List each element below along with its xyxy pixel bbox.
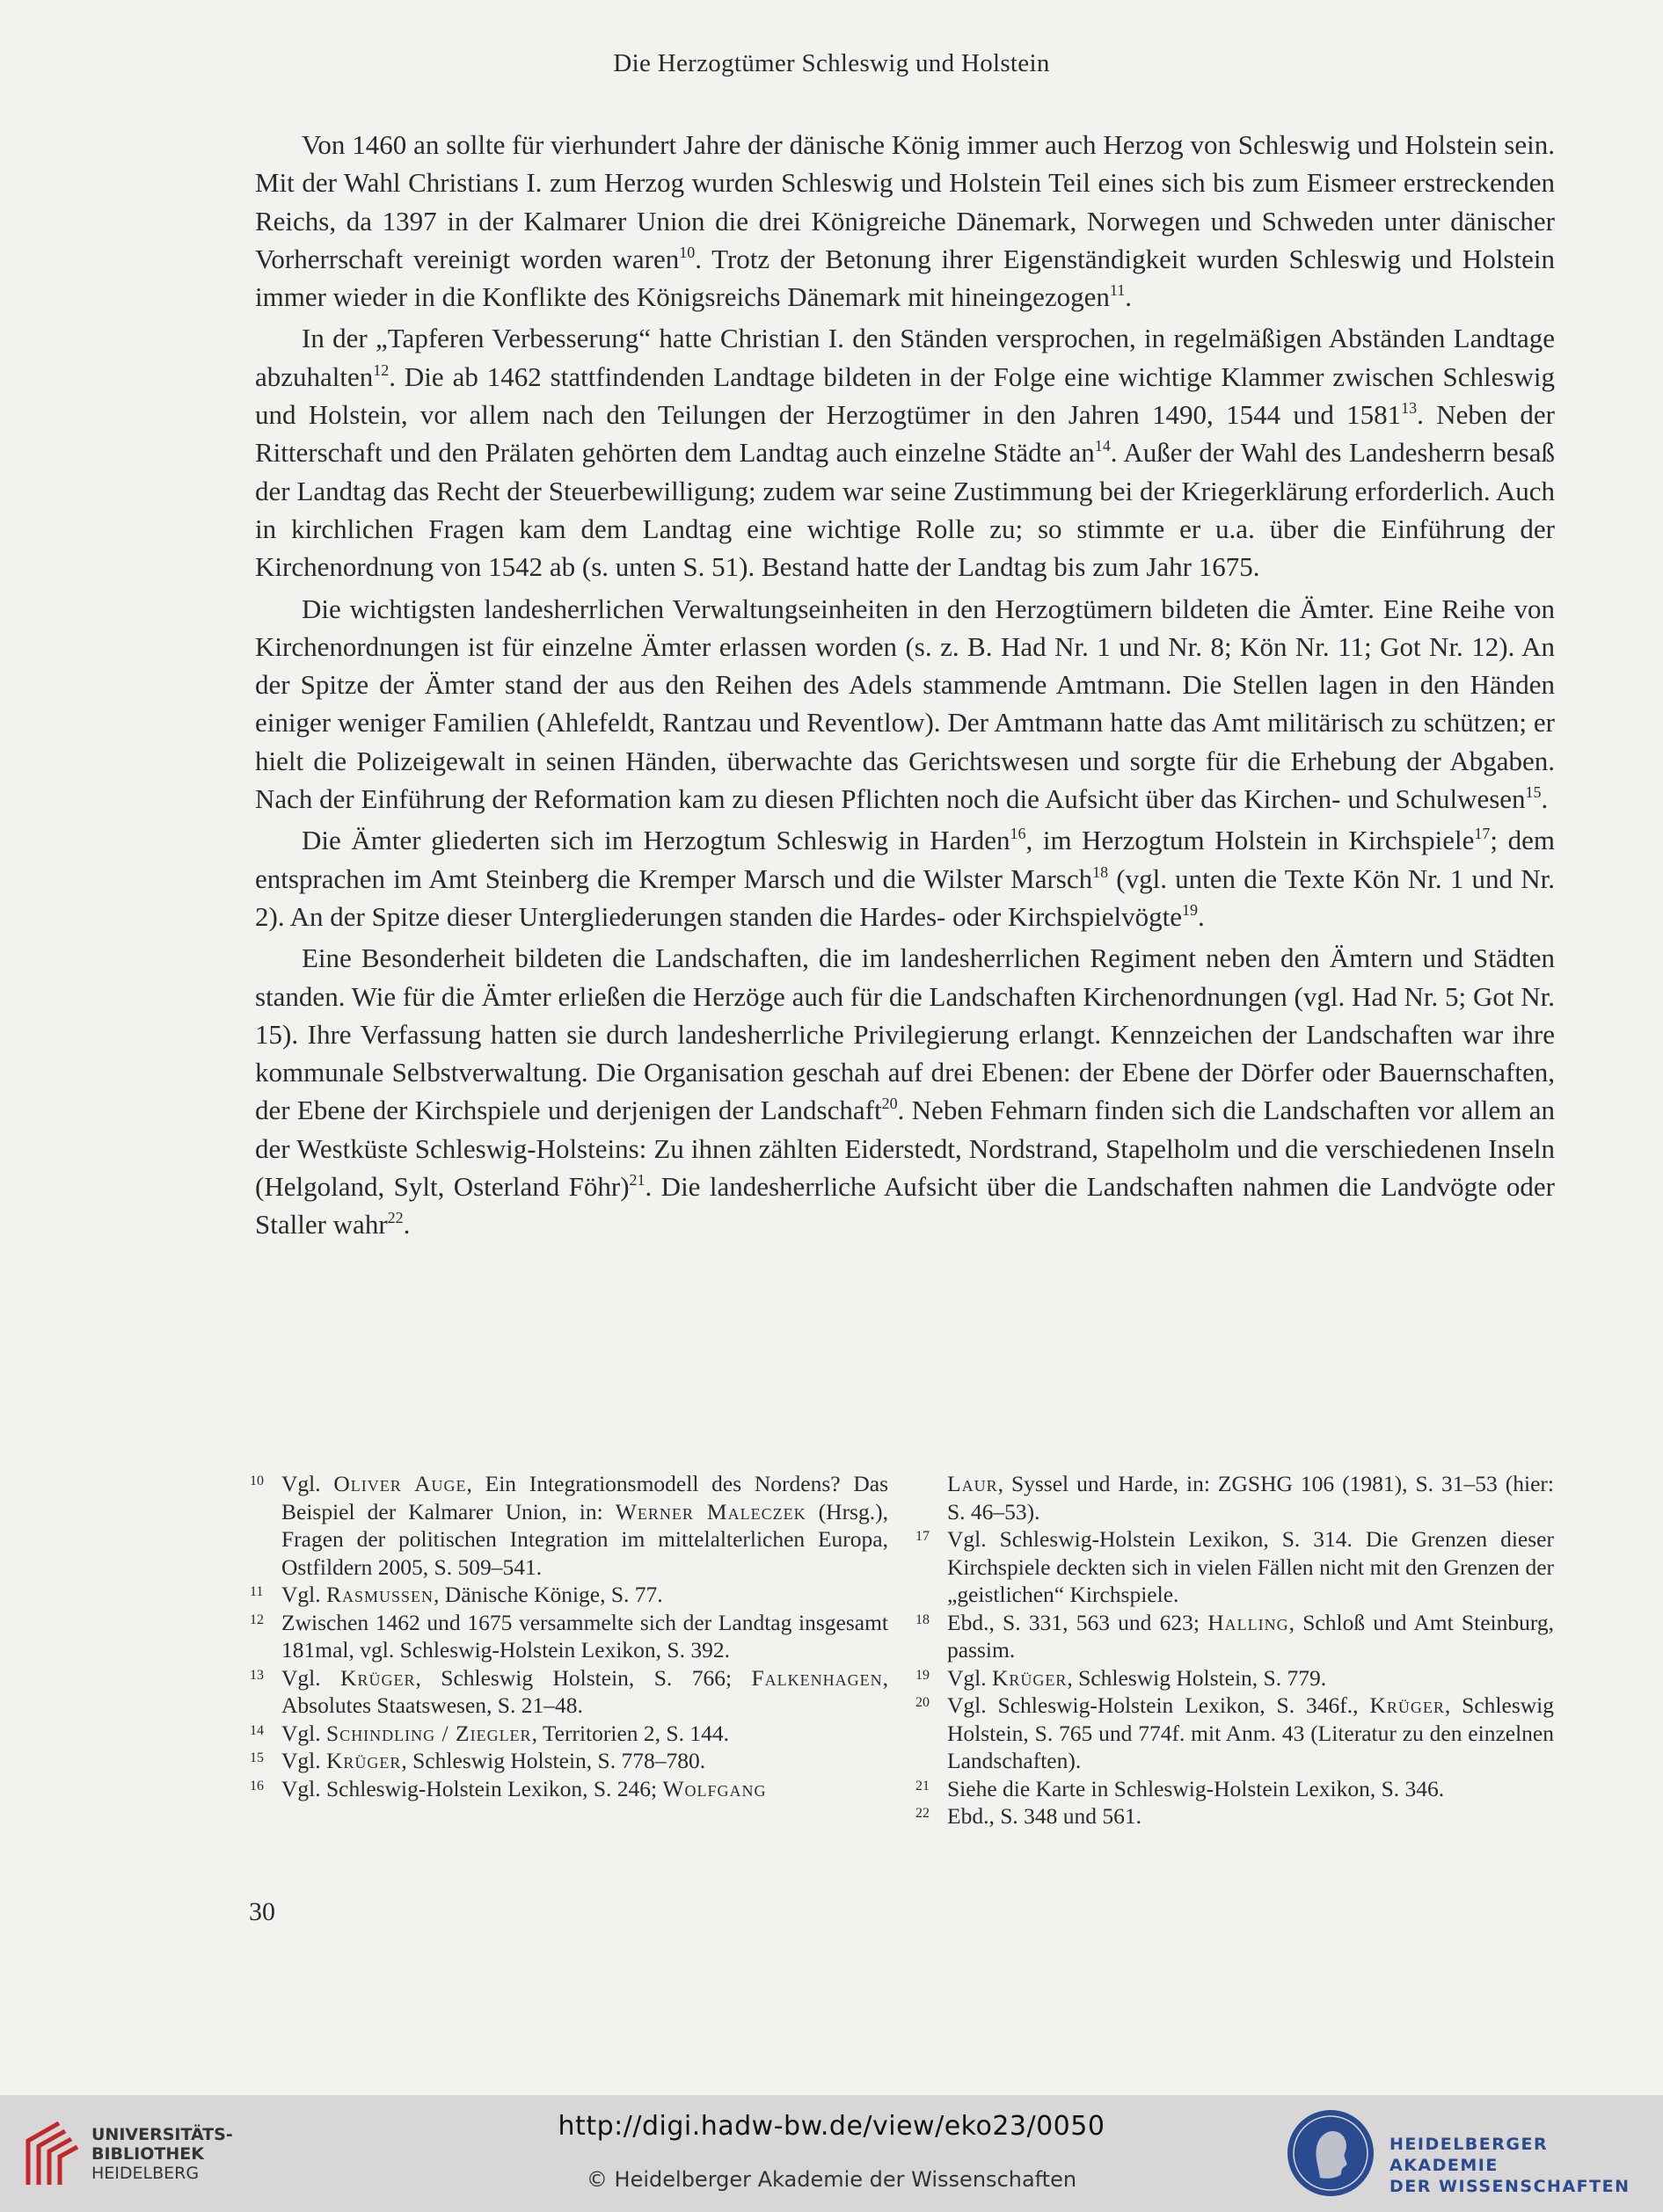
viewer-footer [0, 2095, 1663, 2212]
text-run: Vgl. [947, 1664, 992, 1691]
footnotes-right-column [915, 1470, 1555, 1830]
paragraph [255, 319, 1555, 586]
paragraph [255, 590, 1555, 819]
text-run: , Schloß und Amt Steinburg, passim. [947, 1609, 1555, 1663]
author-name: Halling [1207, 1609, 1289, 1635]
footnote-number: 21 [915, 1778, 930, 1794]
footnote-reference: 15 [1525, 783, 1542, 802]
footnote-reference: 20 [881, 1095, 898, 1113]
footnote-reference: 16 [1010, 825, 1026, 843]
paragraph [255, 821, 1555, 935]
footnote-16-continuation [921, 1470, 1554, 1525]
text-run: ; dem entsprachen im Amt Steinberg die Kremper Marsch und die Wilster Marsch [255, 825, 1555, 894]
footnote [250, 1470, 889, 1581]
text-run: . Die ab 1462 stattfindenden Landtage bildeten in der Folge eine wichtige Klammer zwischen Schleswig und Holstein, vor allem nach den Teilungen der Herzogtümer in den Jahren 1490, 1544 und 1581 [255, 360, 1555, 431]
academy-name-line-2: DER WISSENSCHAFTEN [1389, 2177, 1630, 2196]
text-run: Vgl. [281, 1664, 341, 1691]
text-run: Eine Besonderheit bildeten die Landschaften, die im landesherrlichen Regiment neben den Ämtern und Städten standen. Wie für die Ämter erließen die Herzöge auch für die Landschaften Kirchenordnungen (vgl. Had Nr. 5; Got Nr. 15). Ihre Verfassung hatten sie durch landesherrliche Privilegierung erlangt. Kennzeichen der Landschaften war ihre kommunale Selbstverwaltung. Die Organisation geschah auf drei Ebenen: der Ebene der Dörfer oder Bauernschaften, der Ebene der Kirchspiele und derjenigen der Landschaft [255, 942, 1555, 1126]
author-name: Falkenhagen [751, 1664, 883, 1691]
library-name-line-3: HEIDELBERG [91, 2164, 200, 2183]
library-name-line-1: UNIVERSITÄTS- [91, 2125, 233, 2144]
text-run: , Schleswig Holstein, S. 766; [415, 1664, 752, 1691]
text-run: Von 1460 an sollte für vierhundert Jahre der dänische König immer auch Herzog von Schleswig und Holstein sein. Mit der Wahl Christians I. zum Herzog wurden Schleswig und Holstein Teil eines sich bis zum Eismeer erstreckenden Reichs, da 1397 in der Kalmarer Union die drei Königreiche Dänemark, Norwegen und Schweden unter dänischer Vorherrschaft vereinigt worden waren [255, 129, 1555, 274]
text-run: Ebd., S. 348 und 561. [947, 1803, 1142, 1829]
footnote [250, 1581, 888, 1609]
text-run: Zwischen 1462 und 1675 versammelte sich der Landtag insgesamt 181mal, vgl. Schleswig-Holstein Lexikon, S. 392. [281, 1609, 888, 1663]
text-run: . [1541, 783, 1549, 815]
academy-name [1389, 2134, 1663, 2197]
author-name: Krüger [1369, 1692, 1445, 1718]
text-run: . [1197, 900, 1205, 932]
author-name: Werner Maleczek [615, 1498, 806, 1524]
footnote [250, 1720, 888, 1748]
text-run: . Außer der Wahl des Landesherrn besaß der Landtag das Recht der Steuerbewilligung; zudem war seine Zustimmung bei der Kriegerklärung erforderlich. Auch in kirchlichen Fragen kam dem Landtag eine wichtige Rolle zu; so stimmte er u.a. über die Einführung der Kirchenordnung von 1542 ab (s. unten S. 51). Bestand hatte der Landtag bis zum Jahr 1675. [255, 437, 1555, 583]
text-run: Die wichtigsten landesherrlichen Verwaltungseinheiten in den Herzogtümern bildeten die Ämter. Eine Reihe von Kirchenordnungen ist für einzelne Ämter erlassen worden (s. z. B. Had Nr. 1 und Nr. 8; Kön Nr. 11; Got Nr. 12). An der Spitze der Ämter stand der aus den Reihen des Adels stammende Amtmann. Die Stellen lagen in den Händen einiger weniger Familien (Ahlefeldt, Rantzau und Reventlow). Der Amtmann hatte das Amt militärisch zu schützen; er hielt die Polizeigewalt in seinen Händen, überwachte das Gerichtswesen und sorgte für die Erhebung der Abgaben. Nach der Einführung der Reformation kam zu diesen Pflichten noch die Aufsicht über das Kirchen- und Schulwesen [255, 593, 1555, 815]
running-head: Die Herzogtümer Schleswig und Holstein [613, 49, 1050, 77]
author-name: Laur [947, 1471, 998, 1496]
main-text [255, 126, 1555, 1248]
footnote [250, 1609, 888, 1664]
author-name: Schindling / Ziegler [326, 1720, 532, 1746]
text-run: Vgl. [281, 1748, 326, 1773]
footnote-reference: 22 [387, 1209, 404, 1227]
footnotes-left-column [250, 1470, 889, 1802]
text-run: , Ein Integrationsmodell des Nordens? Das Beispiel der Kalmarer Union, in: [281, 1471, 889, 1524]
footnote-reference: 11 [1109, 281, 1126, 300]
text-run: . [403, 1209, 411, 1241]
footnote-number: 13 [250, 1667, 264, 1683]
text-run: Siehe die Karte in Schleswig-Holstein Lexikon, S. 346. [947, 1775, 1445, 1801]
footnote [250, 1747, 888, 1775]
footnote-number: 11 [250, 1584, 264, 1599]
library-name-line-2: BIBLIOTHEK [91, 2144, 204, 2164]
footnote-number: 15 [250, 1750, 264, 1765]
author-name: Rasmussen [326, 1582, 434, 1607]
footnote-number: 12 [250, 1612, 264, 1627]
footnote [250, 1664, 888, 1720]
academy-seal-icon [1285, 2107, 1376, 2199]
author-name: Wolfgang [662, 1775, 767, 1801]
paragraph [255, 126, 1555, 316]
footnote-number: 22 [915, 1806, 930, 1821]
author-name: Krüger [992, 1664, 1068, 1691]
page-number: 30 [249, 1897, 275, 1926]
footnote-reference: 10 [679, 243, 696, 261]
page-url-link[interactable]: http://digi.hadw-bw.de/view/eko23/0050 [558, 2111, 1105, 2142]
footnote [915, 1692, 1554, 1775]
footnote-number: 18 [915, 1612, 930, 1627]
text-run: Vgl. [281, 1471, 334, 1496]
footnote [250, 1775, 888, 1803]
footnote [915, 1525, 1554, 1609]
footnote-number: 10 [250, 1473, 264, 1488]
footnote-number: 17 [915, 1529, 930, 1544]
footnote-number: 19 [915, 1667, 930, 1683]
footnote [915, 1802, 1554, 1830]
footnote-number: 14 [250, 1722, 264, 1738]
text-run: Vgl. Schleswig-Holstein Lexikon, S. 314. Die Grenzen dieser Kirchspiele deckten sich in vielen Fällen nicht mit den Grenzen der „geistlichen“ Kirchspiele. [947, 1526, 1554, 1607]
text-run: , Schleswig Holstein, S. 778–780. [401, 1748, 706, 1773]
author-name: Krüger [326, 1748, 402, 1773]
text-run: , Schleswig Holstein, S. 779. [1067, 1664, 1327, 1691]
text-run: , Schleswig Holstein, S. 765 und 774f. mit Anm. 43 (Literatur zu den einzelnen Landschaften). [947, 1692, 1554, 1773]
footnote-reference: 18 [1092, 862, 1109, 881]
text-run: Vgl. [281, 1582, 326, 1607]
text-run: In der „Tapferen Verbesserung“ hatte Christian I. den Ständen versprochen, in regelmäßigen Abständen Landtage abzuhalten [255, 323, 1555, 392]
text-run: Vgl. [281, 1720, 326, 1746]
footnote-reference: 13 [1401, 399, 1418, 418]
author-name: Oliver Auge [333, 1471, 467, 1496]
text-run: (vgl. unten die Texte Kön Nr. 1 und Nr. 2). An der Spitze dieser Untergliederungen standen die Hardes- oder Kirchspielvögte [255, 862, 1555, 932]
text-run: Vgl. Schleswig-Holstein Lexikon, S. 346f., [947, 1692, 1370, 1718]
text-run: , Syssel und Harde, in: ZGSHG 106 (1981), S. 31–53 (hier: S. 46–53). [947, 1471, 1554, 1524]
text-run: . Neben Fehmarn finden sich die Landschaften vor allem an der Westküste Schleswig-Holsteins: Zu ihnen zählten Eiderstedt, Nordstrand, Stapelholm und die verschiedenen Inseln (Helgoland, Sylt, Osterland Föhr) [255, 1095, 1555, 1203]
text-run: Die Ämter gliederten sich im Herzogtum Schleswig in Harden [302, 825, 1010, 856]
footnote-reference: 21 [629, 1171, 646, 1190]
footnote-number: 20 [915, 1695, 930, 1710]
text-run: Ebd., S. 331, 563 und 623; [947, 1609, 1208, 1635]
footnote-reference: 14 [1094, 437, 1111, 455]
text-run: (Hrsg.), Fragen der politischen Integration im mittelalterlichen Europa, Ostfildern 2005, S. 509–541. [281, 1498, 888, 1580]
text-run: . Trotz der Betonung ihrer Eigenständigkeit wurden Schleswig und Holstein immer wieder in die Konflikte des Königsreichs Dänemark mit hineingezogen [255, 243, 1555, 313]
text-run: , Absolutes Staatswesen, S. 21–48. [281, 1664, 888, 1718]
text-run: . Die landesherrliche Aufsicht über die Landschaften nahmen die Landvögte oder Staller wahr [255, 1171, 1556, 1241]
author-name: Krüger [340, 1664, 416, 1691]
footnote-number: 16 [250, 1778, 264, 1794]
footnote [915, 1664, 1554, 1692]
text-run: . Neben der Ritterschaft und den Prälaten gehörten dem Landtag auch einzelne Städte an [255, 399, 1555, 469]
text-run: . [1125, 281, 1133, 313]
copyright-notice: © Heidelberger Akademie der Wissenschaften [586, 2167, 1077, 2192]
academy-name-line-1: HEIDELBERGER AKADEMIE [1389, 2135, 1549, 2175]
paragraph [255, 939, 1555, 1243]
footnote-reference: 17 [1474, 825, 1491, 843]
text-run: , Dänische Könige, S. 77. [434, 1582, 663, 1607]
text-run: , im Herzogtum Holstein in Kirchspiele [1025, 825, 1475, 856]
footnote-reference: 12 [373, 360, 390, 379]
footnote [915, 1609, 1555, 1664]
footnote [915, 1775, 1554, 1803]
footnote-reference: 19 [1181, 900, 1198, 919]
text-run: , Territorien 2, S. 144. [531, 1720, 729, 1746]
text-run: Vgl. Schleswig-Holstein Lexikon, S. 246; [281, 1775, 663, 1801]
